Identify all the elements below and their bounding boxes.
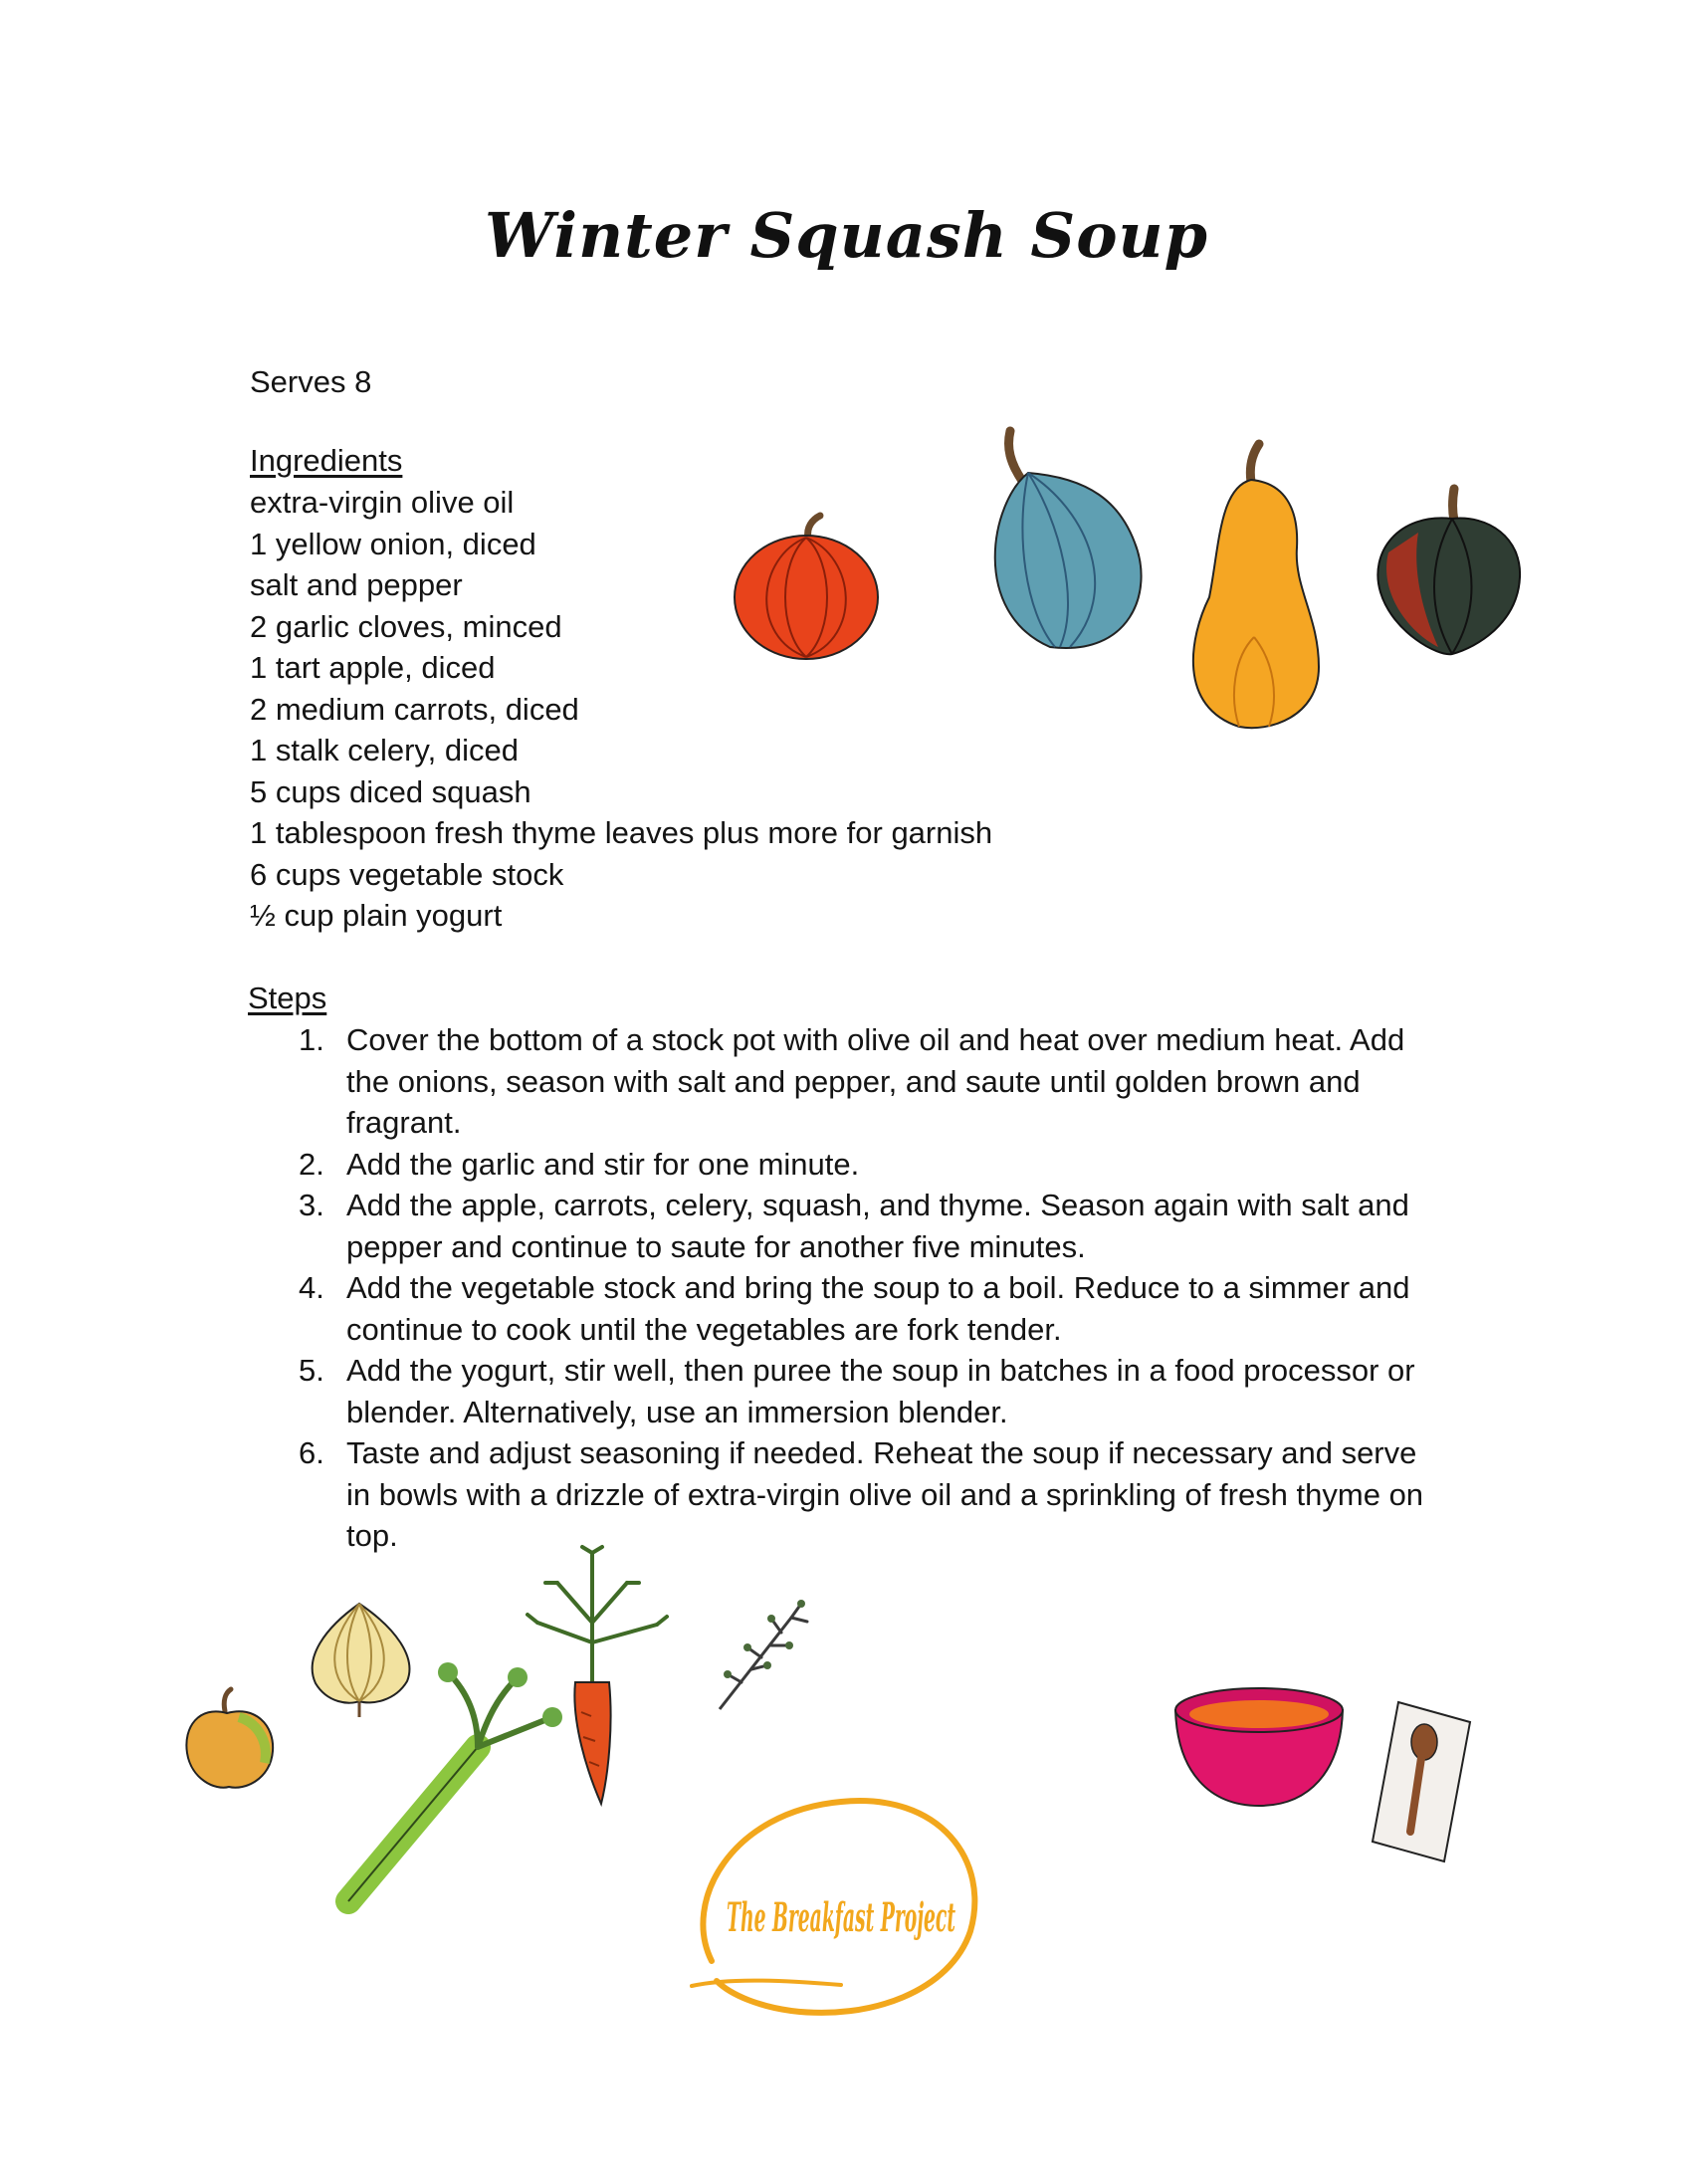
step-number: 3. [299,1188,324,1222]
ingredient-item: 1 tablespoon fresh thyme leaves plus more for garnish [250,815,993,850]
step-number: 2. [299,1146,324,1182]
soup-bowl-illustration [1169,1682,1349,1812]
thyme-illustration [712,1588,821,1717]
step-number: 6. [299,1435,324,1470]
breakfast-project-logo [672,1782,1010,2041]
pumpkin-illustration [727,508,886,667]
step-item [299,1267,1433,1350]
step-number: 1. [299,1022,324,1057]
steps-heading: Steps [248,981,327,1015]
ingredients-heading: Ingredients [250,443,403,478]
ingredient-item: salt and pepper [250,567,463,602]
butternut-squash-illustration [1179,438,1329,737]
ingredient-item: 5 cups diced squash [250,773,531,809]
step-text: Add the apple, carrots, celery, squash, and thyme. Season again with salt and pepper and continue to saute for another five minutes. [346,1188,1409,1264]
step-item [299,1350,1433,1432]
steps-list [299,1019,1433,1557]
apple-illustration [179,1687,279,1797]
serves-text: Serves 8 [250,364,372,399]
acorn-squash-illustration [1369,483,1528,662]
step-number: 5. [299,1353,324,1388]
blue-squash-illustration [970,423,1160,657]
ingredient-item: 1 yellow onion, diced [250,526,536,561]
ingredient-item: 1 tart apple, diced [250,650,496,685]
carrot-illustration [498,1543,687,1812]
step-text: Add the yogurt, stir well, then puree the soup in batches in a food processor or blender. Alternatively, use an immersion blender. [346,1353,1415,1429]
step-text: Add the vegetable stock and bring the soup to a boil. Reduce to a simmer and continue to cook until the vegetables are fork tender. [346,1270,1410,1347]
step-text: Add the garlic and stir for one minute. [346,1146,860,1182]
step-item [299,1432,1433,1557]
ingredient-item: ½ cup plain yogurt [250,898,503,933]
step-text: Taste and adjust seasoning if needed. Reheat the soup if necessary and serve in bowls with a drizzle of extra-virgin olive oil and a sprinkling of fresh thyme on top. [346,1435,1424,1553]
step-text: Cover the bottom of a stock pot with olive oil and heat over medium heat. Add the onions, season with salt and pepper, and saute until golden brown and fragrant. [346,1022,1405,1140]
ingredient-item: 1 stalk celery, diced [250,733,519,767]
recipe-title: Winter Squash Soup [484,199,1208,272]
ingredient-item: 2 garlic cloves, minced [250,608,562,644]
ingredient-item: extra-virgin olive oil [250,485,515,520]
logo-text: The Breakfast Project [727,1894,956,1941]
step-item [299,1019,1433,1144]
step-item [299,1144,1433,1186]
spoon-illustration [1359,1692,1478,1871]
ingredient-item: 2 medium carrots, diced [250,691,579,727]
step-number: 4. [299,1270,324,1305]
ingredient-item: 6 cups vegetable stock [250,856,564,892]
step-item [299,1185,1433,1267]
